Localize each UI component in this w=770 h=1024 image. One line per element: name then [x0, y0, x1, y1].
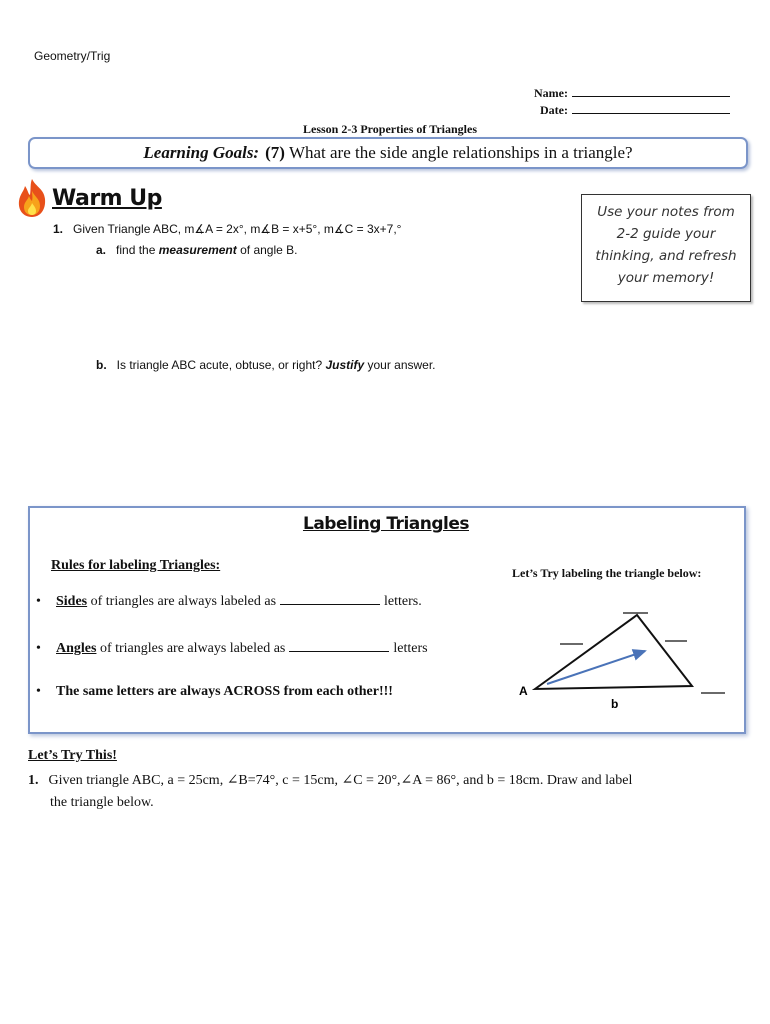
bullet-sides — [36, 594, 422, 610]
bullet-across — [36, 684, 393, 700]
goals-text: What are the side angle relationships in a triangle? — [288, 143, 633, 162]
rules-heading: Rules for labeling Triangles: — [51, 558, 221, 573]
lets-try-number: 1. — [28, 773, 39, 788]
sides-blank[interactable] — [280, 594, 380, 605]
learning-goals-box — [28, 137, 748, 169]
question-1b-emphasis: Justify — [325, 358, 365, 372]
bullet-angles-end: letters — [393, 641, 428, 656]
triangle-shape — [535, 615, 692, 689]
goals-number: (7) — [265, 143, 285, 162]
bullet-angles-text: of triangles are always labeled as — [96, 641, 286, 656]
side-b-label: b — [611, 697, 619, 711]
bullet-dot: • — [36, 641, 41, 656]
question-1-number: 1. — [53, 222, 64, 236]
lets-try-question — [28, 770, 708, 814]
bullet-dot: • — [36, 684, 41, 699]
bullet-angles — [36, 641, 428, 657]
date-label: Date: — [540, 103, 568, 117]
lesson-title: Lesson 2-3 Properties of Triangles — [303, 122, 477, 136]
bullet-across-text: The same letters are always ACROSS from each other!!! — [56, 684, 393, 699]
labeling-title: Labeling Triangles — [302, 514, 469, 534]
question-1 — [53, 222, 401, 236]
warm-up-title: Warm Up — [52, 186, 162, 211]
course-title: Geometry/Trig — [34, 49, 111, 63]
angles-blank[interactable] — [289, 641, 389, 652]
question-1b-number: b. — [96, 358, 107, 372]
arrow-icon — [547, 651, 645, 684]
triangle-diagram — [515, 600, 735, 720]
try-heading: Let’s Try labeling the triangle below: — [512, 566, 702, 580]
date-field[interactable] — [540, 103, 730, 118]
goals-label: Learning Goals: — [143, 143, 260, 162]
lets-try-text-cont: the triangle below. — [50, 795, 154, 810]
fire-icon — [14, 177, 50, 219]
name-field[interactable] — [534, 86, 730, 101]
bullet-dot: • — [36, 594, 41, 609]
bullet-sides-key: Sides — [56, 594, 88, 609]
question-1-text: Given Triangle ABC, m∡A = 2x°, m∡B = x+5°, m∡C = 3x+7,° — [73, 222, 402, 236]
bullet-angles-key: Angles — [56, 641, 97, 656]
notes-reminder: Use your notes from 2-2 guide your thinking, and refresh your memory! — [581, 194, 751, 302]
question-1a — [96, 243, 297, 257]
date-blank[interactable] — [572, 103, 730, 114]
bullet-sides-text: of triangles are always labeled as — [87, 594, 277, 609]
name-blank[interactable] — [572, 86, 730, 97]
question-1b-pre: Is triangle ABC acute, obtuse, or right? — [116, 358, 326, 372]
question-1b-post: your answer. — [364, 358, 436, 372]
question-1a-number: a. — [96, 243, 107, 257]
question-1a-post: of angle B. — [236, 243, 298, 257]
question-1a-pre: find the — [116, 243, 159, 257]
bullet-sides-end: letters. — [384, 594, 422, 609]
question-1b — [96, 358, 436, 372]
vertex-a-label: A — [519, 684, 528, 698]
name-label: Name: — [534, 86, 568, 100]
lets-try-text: Given triangle ABC, a = 25cm, ∠B=74°, c = 15cm, ∠C = 20°,∠A = 86°, and b = 18cm. Draw and label — [48, 773, 633, 788]
lets-try-heading: Let’s Try This! — [28, 748, 117, 763]
question-1a-emphasis: measurement — [158, 243, 237, 257]
